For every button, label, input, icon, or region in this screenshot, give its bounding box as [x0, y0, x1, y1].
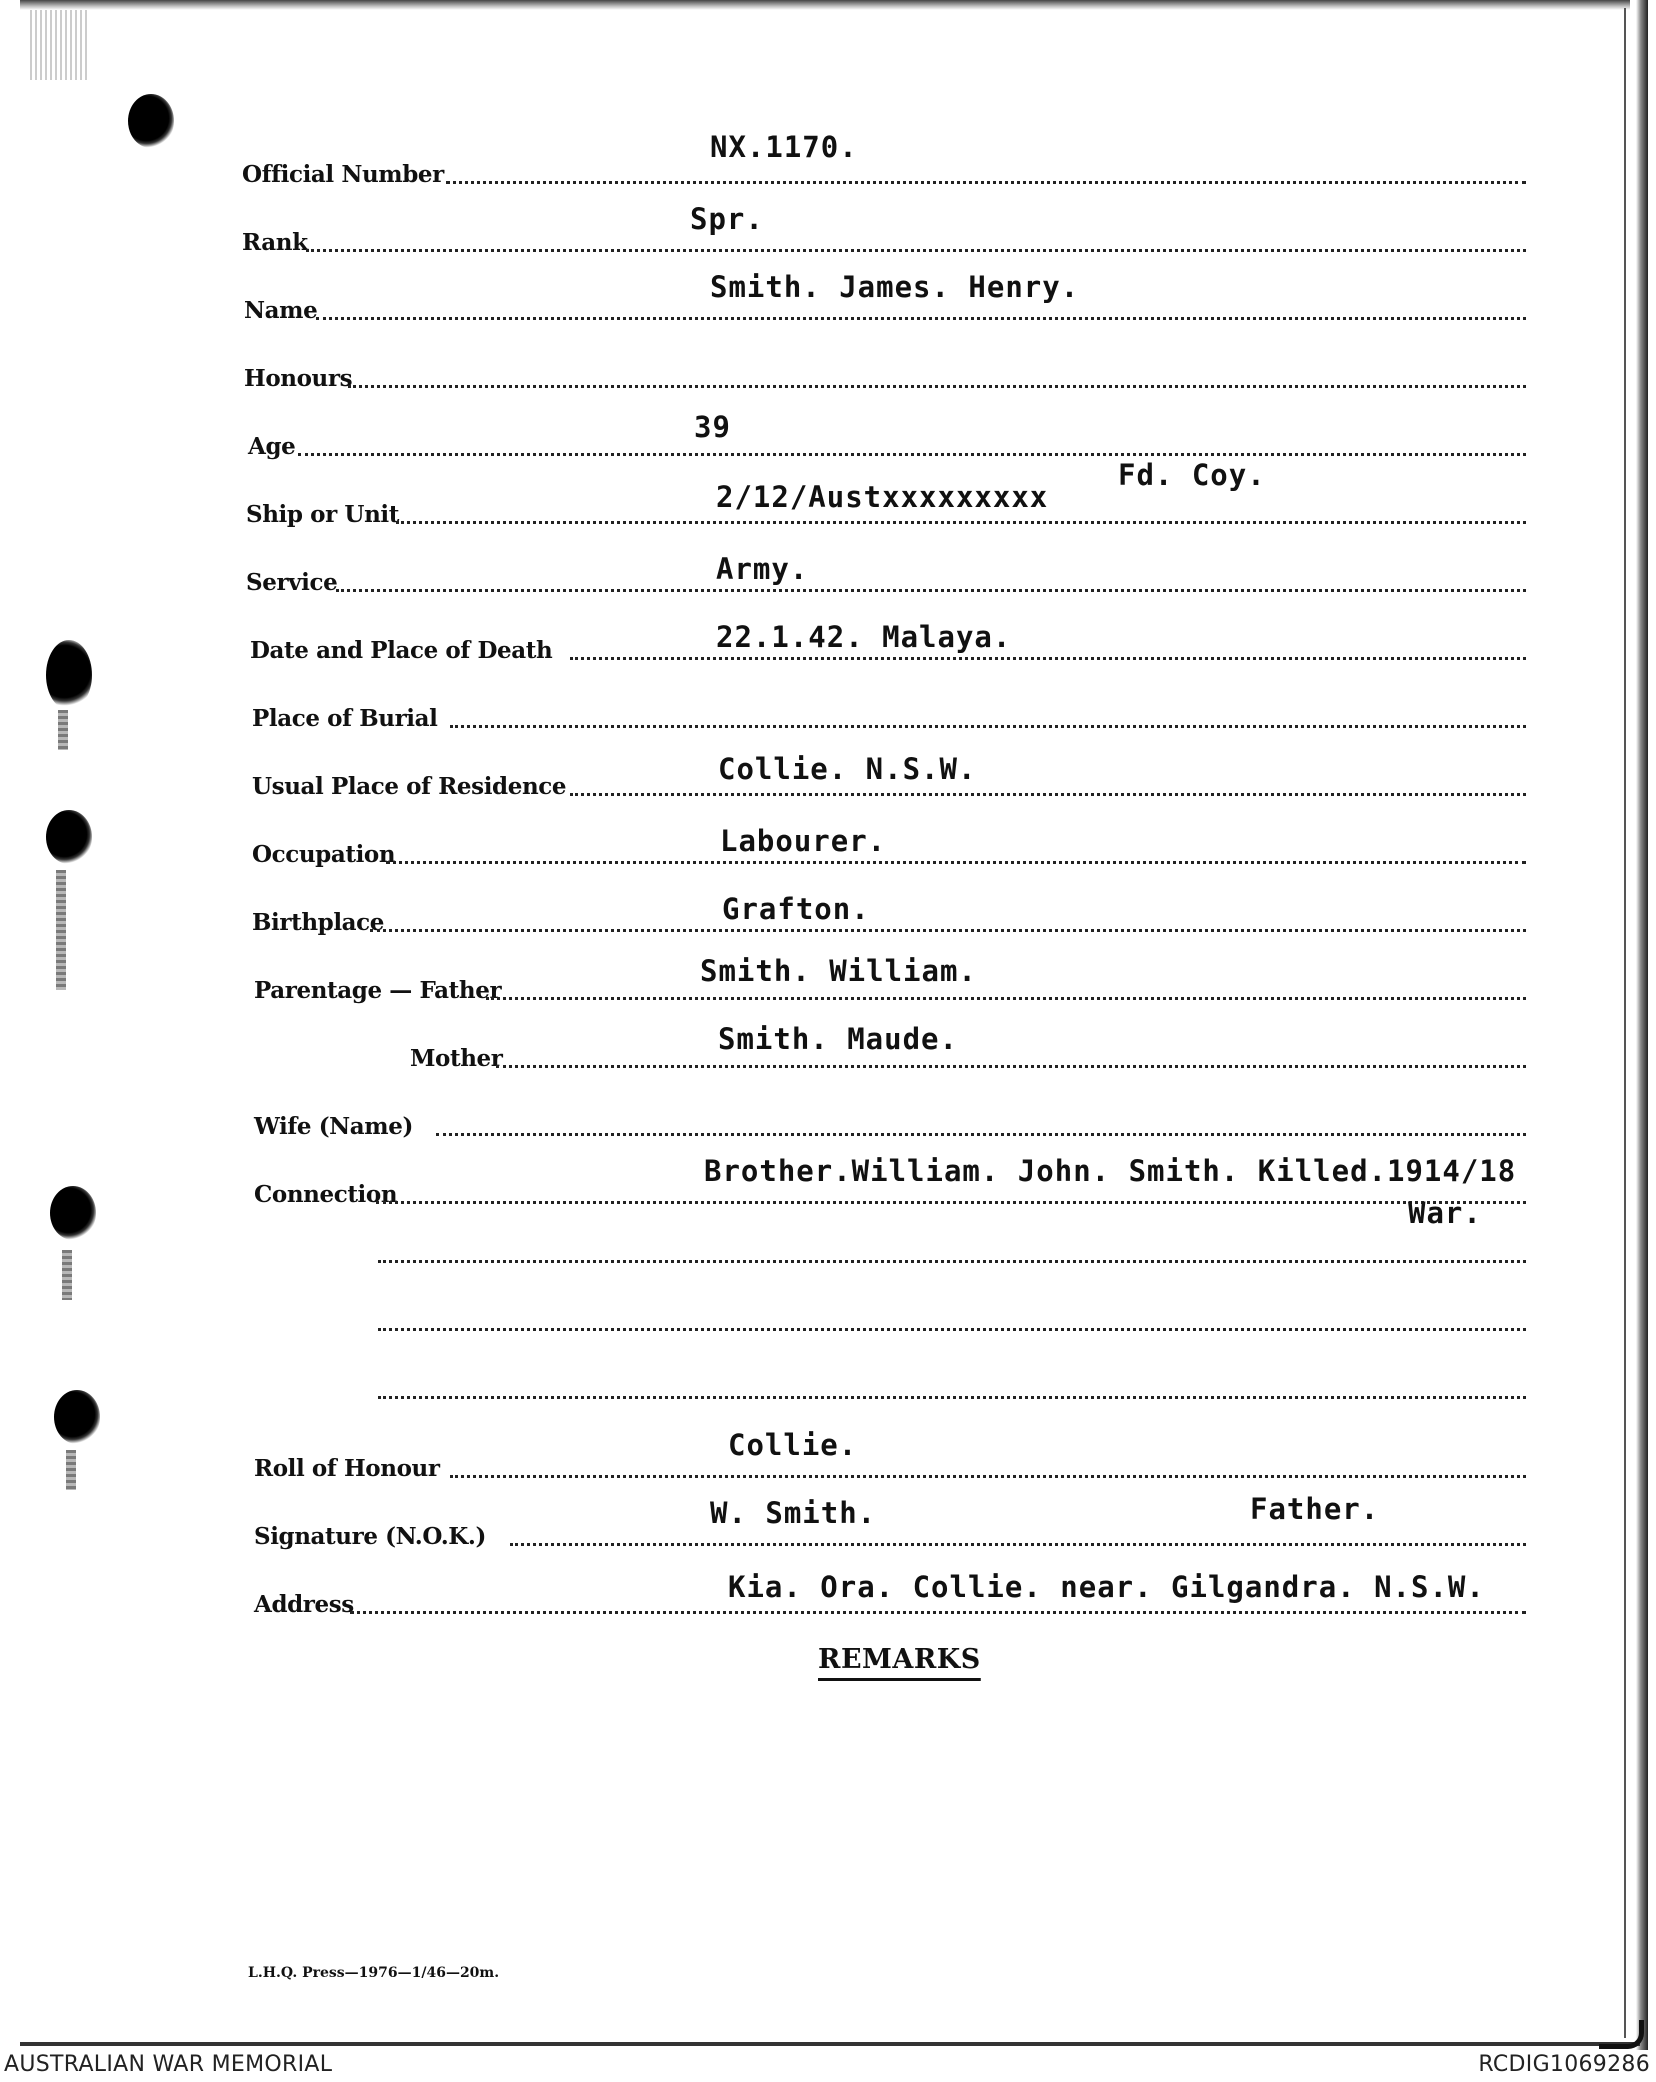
field-date-place-of-death	[240, 606, 1526, 666]
footer-institution: AUSTRALIAN WAR MEMORIAL	[4, 2052, 333, 2077]
scan-edge-right	[1636, 0, 1648, 2050]
dotted-line	[370, 929, 1526, 932]
field-official-number	[240, 130, 1526, 190]
field-label: Roll of Honour	[254, 1455, 440, 1482]
dotted-line	[306, 249, 1526, 252]
remarks-heading: REMARKS	[818, 1644, 981, 1675]
scan-streak	[62, 1250, 72, 1300]
field-value: Army.	[716, 552, 809, 586]
field-value: W. Smith.	[710, 1496, 877, 1530]
field-roll-of-honour	[240, 1424, 1526, 1484]
field-label: Wife (Name)	[254, 1113, 413, 1140]
dotted-line	[350, 1611, 1526, 1614]
dotted-line	[446, 181, 1526, 184]
scan-edge-right-line	[1624, 8, 1626, 2038]
field-rank	[240, 198, 1526, 258]
field-wife	[240, 1082, 1526, 1142]
field-value: 39	[694, 410, 731, 444]
field-occupation	[240, 810, 1526, 870]
dotted-line	[298, 453, 1526, 456]
field-label: Connection	[254, 1181, 398, 1208]
field-label: Parentage — Father	[254, 977, 502, 1004]
dotted-line	[336, 589, 1526, 592]
field-label: Mother	[410, 1045, 503, 1072]
scan-edge-bottom	[20, 2042, 1640, 2046]
field-value: 2/12/Austxxxxxxxxx	[716, 480, 1049, 514]
field-label: Honours	[244, 365, 353, 392]
blank-dotted-line	[378, 1396, 1526, 1399]
field-address	[240, 1560, 1526, 1620]
field-label: Rank	[242, 229, 308, 256]
scan-edge-top	[20, 0, 1630, 10]
field-value: Smith. William.	[700, 954, 977, 988]
field-value: Smith. James. Henry.	[710, 270, 1080, 304]
field-value: NX.1170.	[710, 130, 858, 164]
scan-streak	[56, 870, 66, 990]
field-label: Date and Place of Death	[250, 637, 553, 664]
field-label: Age	[248, 433, 296, 460]
dotted-line	[348, 385, 1526, 388]
printer-imprint: L.H.Q. Press—1976—1/46—20m.	[248, 1965, 500, 1981]
field-value: Brother.William. John. Smith. Killed.1914/18	[704, 1154, 1517, 1188]
punch-hole-icon	[46, 640, 92, 710]
dotted-line	[386, 861, 1526, 864]
dotted-line	[496, 1065, 1526, 1068]
field-place-of-burial	[240, 674, 1526, 734]
punch-hole-icon	[54, 1390, 100, 1444]
field-value-extra: Fd. Coy.	[1118, 458, 1266, 492]
field-label: Ship or Unit	[246, 501, 399, 528]
punch-hole-icon	[50, 1186, 96, 1240]
field-label: Address	[254, 1591, 354, 1618]
field-father	[240, 946, 1526, 1006]
field-mother	[240, 1014, 1526, 1074]
dotted-line	[450, 1475, 1526, 1478]
field-value: Spr.	[690, 202, 764, 236]
field-label: Official Number	[242, 161, 444, 188]
field-label: Signature (N.O.K.)	[254, 1523, 486, 1550]
dotted-line	[436, 1133, 1526, 1136]
dotted-line	[570, 793, 1526, 796]
blank-dotted-line	[378, 1328, 1526, 1331]
dotted-line	[486, 997, 1526, 1000]
field-label: Usual Place of Residence	[252, 773, 567, 800]
dotted-line	[450, 725, 1526, 728]
dotted-line	[570, 657, 1526, 660]
dotted-line	[396, 521, 1526, 524]
field-age	[240, 402, 1526, 462]
field-value: Smith. Maude.	[718, 1022, 958, 1056]
page-corner-curl	[1599, 2020, 1644, 2049]
blank-dotted-line	[378, 1260, 1526, 1263]
field-value: Collie.	[728, 1428, 858, 1462]
dotted-line	[510, 1543, 1526, 1546]
field-label: Occupation	[252, 841, 396, 868]
field-label: Place of Burial	[252, 705, 438, 732]
field-honours	[240, 334, 1526, 394]
field-birthplace	[240, 878, 1526, 938]
dotted-line	[376, 1201, 1526, 1204]
field-value: Labourer.	[720, 824, 887, 858]
scan-streak	[66, 1450, 76, 1490]
dotted-line	[316, 317, 1526, 320]
field-label: Name	[244, 297, 318, 324]
field-value: 22.1.42. Malaya.	[716, 620, 1012, 654]
field-value: Collie. N.S.W.	[718, 752, 977, 786]
field-connection	[240, 1150, 1526, 1230]
field-usual-residence	[240, 742, 1526, 802]
field-value-extra: Father.	[1250, 1492, 1380, 1526]
field-ship-or-unit	[240, 458, 1526, 530]
field-label: Birthplace	[252, 909, 385, 936]
field-label: Service	[246, 569, 338, 596]
footer-record-id: RCDIG1069286	[1478, 2052, 1650, 2077]
scan-smudge	[30, 10, 90, 80]
field-service	[240, 538, 1526, 598]
field-name	[240, 266, 1526, 326]
field-signature-nok	[240, 1492, 1526, 1552]
scan-streak	[58, 710, 68, 750]
field-value: Kia. Ora. Collie. near. Gilgandra. N.S.W.	[728, 1570, 1485, 1604]
punch-hole-icon	[128, 94, 174, 148]
field-value: Grafton.	[722, 892, 870, 926]
punch-hole-icon	[46, 810, 92, 864]
field-value-extra: War.	[1408, 1196, 1482, 1230]
